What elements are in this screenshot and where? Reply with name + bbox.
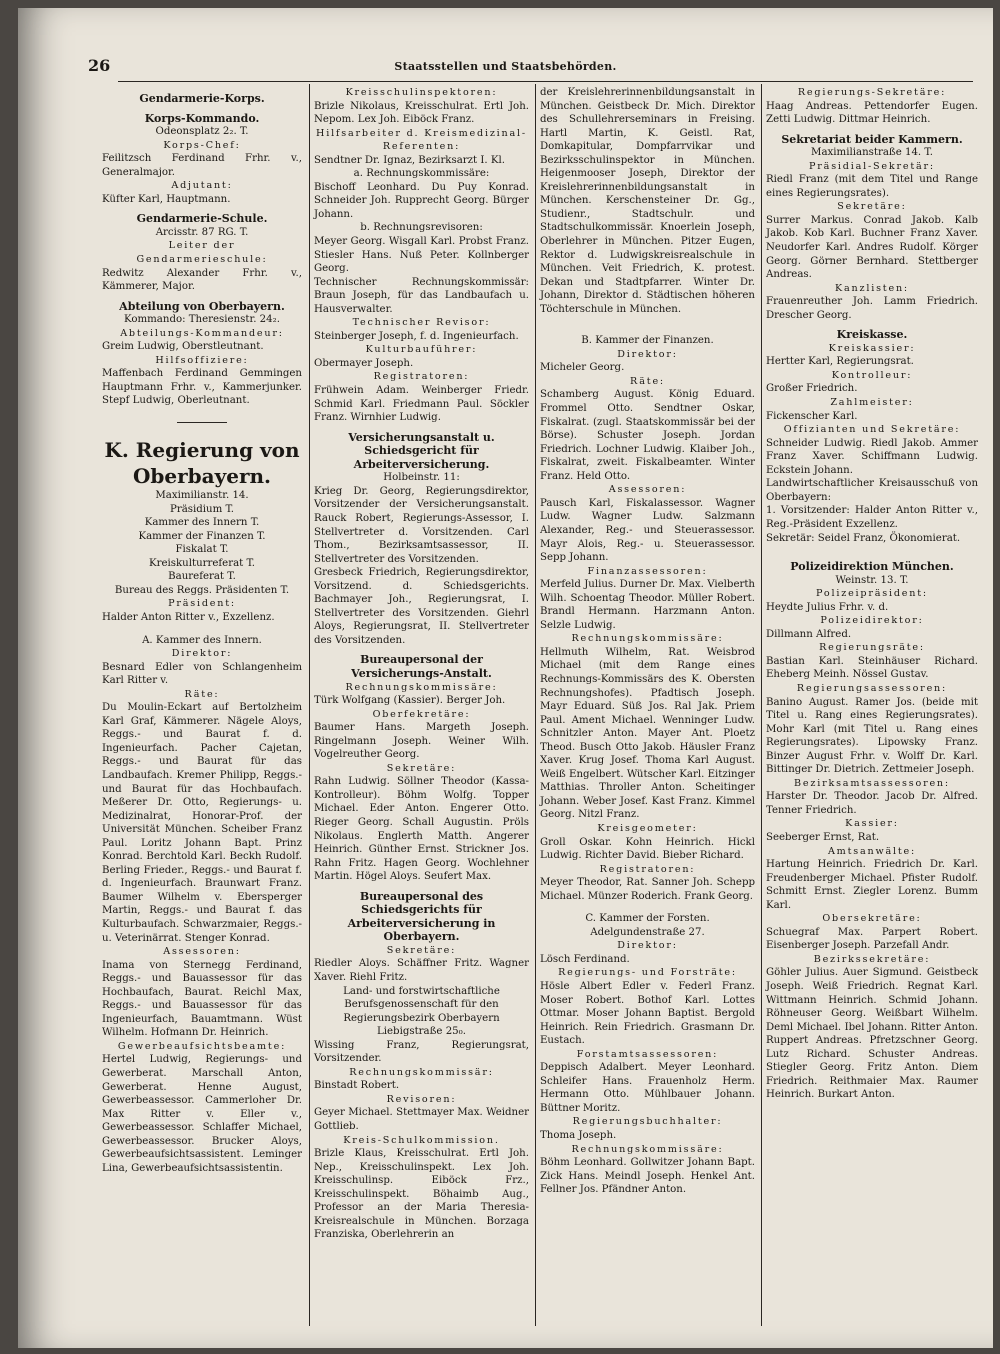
role-label: Kreisgeometer: (597, 822, 698, 834)
centered-line: b. Rechnungsrevisoren: (360, 222, 483, 234)
column-divider (309, 84, 310, 1326)
role-label: Zahlmeister: (830, 397, 914, 409)
entry-text: Bischoff Leonhard. Du Puy Konrad. Schneider Joh. Rupprecht Georg. Bürger Johann. (314, 181, 529, 220)
entry-text: Landwirtschaftlicher Kreisausschuß von Oberbayern: (766, 478, 978, 503)
role-label: Sekretäre: (386, 944, 457, 956)
section-heading: Sekretariat beider Kammern. (781, 132, 963, 146)
role-label: Leiter der Gendarmerieschule: (136, 240, 268, 266)
role-label: Registratoren: (599, 863, 696, 875)
entry-text: Sendtner Dr. Ignaz, Bezirksarzt I. Kl. (314, 154, 505, 166)
section-heading: Korps-Kommando. (144, 111, 260, 125)
entry-text: Lösch Ferdinand. (540, 953, 630, 965)
main-heading: K. Regierung von Oberbayern. (104, 438, 300, 489)
role-label: Rechnungskommissär: (349, 1066, 494, 1078)
column-divider (761, 84, 762, 1326)
entry-text: Seeberger Ernst, Rat. (766, 831, 880, 843)
section-heading: Gendarmerie-Korps. (139, 92, 265, 105)
section-heading: Bureaupersonal der Versicherungs-Anstalt. (351, 653, 492, 680)
spacer (540, 316, 755, 325)
centered-line: Bureau des Reggs. Präsidenten T. (114, 584, 290, 596)
entry-text: Feilitzsch Ferdinand Frhr. v., Generalmajor. (102, 153, 302, 178)
role-label: Assessoren: (608, 484, 687, 496)
role-label: Regierungsassessoren: (796, 682, 948, 694)
role-label: Polizeidirektor: (820, 615, 924, 627)
entry-text: Meyer Theodor, Rat. Sanner Joh. Schepp Michael. Münzer Roderich. Frank Georg. (540, 877, 755, 902)
role-label: Bezirkssekretäre: (813, 953, 931, 965)
entry-text: Pausch Karl, Fiskalassessor. Wagner Ludw. Wagner Ludw. Salzmann Alexander, Reg.- und Steuerassessor. Mayr Alois, Reg.- u. Steuerassessor. Sepp Johann. (540, 497, 755, 564)
role-label: Direktor: (617, 940, 678, 952)
entry-text: Greim Ludwig, Oberstleutnant. (102, 341, 264, 353)
section-heading: Kreiskasse. (836, 328, 908, 342)
column-4 (766, 86, 978, 1102)
role-label: Assessoren: (163, 946, 241, 958)
role-label: Regierungs-Sekretäre: (797, 87, 947, 98)
entry-text: Gresbeck Friedrich, Regierungsdirektor, Vorsitzend. d. Schiedsgerichts. Bachmayer Joh., Regierungsrat, I. Stellvertreter des Vorsitzenden. Giehrl Aloys, Regierungsrat, II. Stellvertreter des Vorsitzenden. (314, 567, 529, 646)
role-label: Rechnungskommissäre: (571, 1143, 724, 1155)
centered-line: A. Kammer des Innern. (142, 634, 262, 646)
entry-text: der Kreislehrerinnenbildungsanstalt in München. Geistbeck Dr. Mich. Direktor des Schullehrerseminars in Freising. Hartl Martin, K. Geistl. Rat, Domkapitular, Dompfarrvikar und Bezirksschulinspektor in München. Heigenmooser Joseph, Direktor der Kreislehrerinnenbildungsanstalt in München. Kerschensteiner Dr. Gg., Studienr., Stadtschulr. und Stadtschulkommissär. Knoerlein Joseph, Oberlehrer in München. Pitzer Eugen, Rektor d. Ludwigskreisrealschule in München. Veit Friedrich, K. protest. Dekan und Stadtpfarrer. Winter Dr. Johann, Direktor d. Städtischen höheren Töchterschule in München. (540, 87, 755, 315)
role-label: Regierungs- und Forsträte: (558, 967, 737, 979)
centered-line: Maximilianstr. 14. (155, 490, 249, 502)
column-1 (102, 86, 302, 1175)
entry-text: Geyer Michael. Stettmayer Max. Weidner Gottlieb. (314, 1107, 529, 1133)
centered-line: a. Rechnungskommissäre: (353, 168, 490, 180)
role-label: Gewerbeaufsichtsbeamte: (117, 1040, 287, 1052)
entry-text: Brizle Klaus, Kreisschulrat. Ertl Joh. Nep., Kreisschulinspekt. Lex Joh. Kreisschulinsp. Eiböck Frz., Kreisschulinspekt. Böhaimb Aug., Professor an der Maria Theresia-Kreisrealschule in München. Borzaga Franziska, Oberlehrerin an (314, 1148, 529, 1241)
centered-line: Kammer der Finanzen T. (138, 530, 266, 542)
spacer (540, 325, 755, 334)
role-label: Oberfekretäre: (372, 708, 471, 720)
entry-text: Micheler Georg. (540, 362, 625, 374)
column-divider (535, 84, 536, 1326)
entry-text: Göhler Julius. Auer Sigmund. Geistbeck Joseph. Weiß Friedrich. Regnat Karl. Wittmann Heinrich. Schmid Johann. Röhneuser Georg. Weißbart Wilhelm. Deml Michael. Ibel Johann. Ritter Anton. Ruppert Andreas. Pfretzschner Georg. Lutz Richard. Schuster Andreas. Stiegler Georg. Fritz Anton. Diem Friedrich. Reithmaier Max. Raumer Heinrich. Burkart Anton. (766, 967, 978, 1101)
centered-line: Baureferat T. (168, 571, 236, 583)
section-heading: Abteilung von Oberbayern. (119, 299, 285, 313)
role-label: Registratoren: (373, 371, 470, 383)
centered-line: Fiskalat T. (175, 544, 229, 556)
centered-line: Kommando: Theresienstr. 24₂. (124, 314, 280, 326)
entry-text: Riedler Aloys. Schäffner Fritz. Wagner Xaver. Riehl Fritz. (314, 958, 529, 983)
role-label: Sekretäre: (386, 762, 457, 774)
role-label: Hilfsoffiziere: (155, 354, 249, 366)
centered-line: Maximilianstraße 14. T. (811, 147, 933, 159)
role-label: Kanzlisten: (835, 282, 909, 294)
entry-text: Bastian Karl. Steinhäuser Richard. Eheberg Meinh. Nössel Gustav. (766, 655, 978, 681)
section-heading: Bureaupersonal des Schiedsgerichts für Arbeiterversicherung in Oberbayern. (347, 889, 496, 944)
role-label: Rechnungskommissäre: (345, 681, 498, 693)
centered-line: Präsidium T. (169, 503, 235, 515)
entry-text: Harster Dr. Theodor. Jacob Dr. Alfred. Tenner Friedrich. (766, 791, 978, 816)
centered-line: Liebigstraße 25₀. (377, 1026, 466, 1038)
entry-text: Dillmann Alfred. (766, 628, 852, 640)
role-label: Forstamtsassessoren: (576, 1048, 719, 1060)
entry-text: Hartung Heinrich. Friedrich Dr. Karl. Freudenberger Michael. Pfister Rudolf. Schmitt Ernst. Ziegler Lorenz. Bumm Karl. (766, 859, 978, 911)
centered-line: C. Kammer der Forsten. (585, 913, 710, 925)
entry-text: Rahn Ludwig. Söllner Theodor (Kassa-Kontrolleur). Böhm Wolfg. Topper Michael. Eder Anton. Engerer Otto. Rieger Georg. Schall Augustin. Pröls Nikolaus. Englerth Matth. Angerer Heinrich. Günther Ernst. Strickner Jos. Rahn Fritz. Hagen Georg. Wochlehner Martin. Högel Aloys. Seufert Max. (314, 776, 529, 883)
centered-line: Adelgundenstraße 27. (590, 926, 705, 938)
role-label: Präsident: (168, 598, 236, 610)
entry-text: Merfeld Julius. Durner Dr. Max. Vielberth Wilh. Schoentag Theodor. Müller Robert. Brandl Hermann. Harzmann Anton. Selzle Ludwig. (540, 579, 755, 631)
entry-text: Wissing Franz, Regierungsrat, Vorsitzender. (314, 1039, 529, 1065)
role-label: Amtsanwälte: (827, 845, 917, 857)
spacer (102, 625, 302, 634)
role-label: Kreisschulinspektoren: (345, 87, 498, 98)
centered-line: Odeonsplatz 2₂. T. (155, 126, 249, 138)
centered-line: Holbeinstr. 11: (383, 472, 460, 484)
entry-text: Hertter Karl, Regierungsrat. (766, 356, 914, 368)
role-label: Abteilungs-Kommandeur: (120, 327, 284, 339)
entry-text: Halder Anton Ritter v., Exzellenz. (102, 611, 275, 623)
role-label: Räte: (184, 688, 220, 700)
centered-line: Weinstr. 13. T. (835, 574, 909, 586)
role-label: Obersekretäre: (822, 913, 922, 925)
entry-text: Binstadt Robert. (314, 1080, 400, 1092)
role-label: Kontrolleur: (831, 369, 913, 381)
role-label: Adjutant: (171, 180, 233, 192)
entry-text: Banino August. Ramer Jos. (beide mit Titel u. Rang eines Regierungsrates). Mohr Karl (mit Titel u. Rang eines Regierungsrates). Lipowsky Franz. Binzer August Frhr. v. Wolff Dr. Karl. Bittinger Dr. Dietrich. Zettmeier Joseph. (766, 696, 978, 776)
entry-text: Technischer Rechnungskommissär: Braun Joseph, für das Landbaufach u. Hausverwalter. (314, 276, 529, 315)
centered-line: Kreiskulturreferat T. (148, 557, 256, 569)
entry-text: Krieg Dr. Georg, Regierungsdirektor, Vorsitzender der Versicherungsanstalt. Rauck Robert, Regierungs-Assessor, I. Stellvertreter d. Vorsitzenden. Carl Thom., Bezirksamtsassessor, II. Stellvertreter des Vorsitzenden. (314, 485, 529, 565)
role-label: Direktor: (171, 648, 233, 660)
entry-text: Surrer Markus. Conrad Jakob. Kalb Jakob. Kob Karl. Buchner Franz Xaver. Neudorfer Karl. Andres Rudolf. Körger Georg. Görner Bernhard. Stettberger Andreas. (766, 214, 978, 281)
entry-text: Frühwein Adam. Weinberger Friedr. Schmid Karl. Friedmann Paul. Söckler Franz. Wirnhier Ludwig. (314, 385, 529, 424)
entry-text: Türk Wolfgang (Kassier). Berger Joh. (314, 695, 506, 707)
role-label: Regierungsbuchhalter: (572, 1116, 723, 1128)
entry-text: Küfter Karl, Hauptmann. (102, 193, 231, 205)
role-label: Räte: (630, 375, 665, 387)
spacer (766, 545, 978, 554)
role-label: Korps-Chef: (163, 139, 241, 151)
entry-text: Meyer Georg. Wisgall Karl. Probst Franz. Stiesler Hans. Nuß Peter. Kollnberger Georg. (314, 236, 529, 275)
entry-text: Maffenbach Ferdinand Gemmingen Hauptmann Frhr. v., Kammerjunker. Stepf Ludwig, Oberleutnant. (102, 368, 302, 407)
entry-text: Thoma Joseph. (540, 1130, 617, 1142)
entry-text: Frauenreuther Joh. Lamm Friedrich. Drescher Georg. (766, 296, 978, 321)
centered-line: B. Kammer der Finanzen. (581, 335, 714, 347)
role-label: Regierungsräte: (819, 642, 925, 654)
role-label: Bezirksamtsassessoren: (794, 777, 950, 789)
centered-line: Land- und forstwirtschaftliche Berufsgenossenschaft für den Regierungsbezirk Oberbayern (343, 985, 500, 1024)
role-label: Polizeipräsident: (816, 588, 928, 600)
centered-line: Kammer des Innern T. (144, 517, 260, 529)
entry-text: Du Moulin-Eckart auf Bertolzheim Karl Graf, Kämmerer. Nägele Aloys, Reggs.- und Baurat f. d. Ingenieurfach. Pacher Cajetan, Reggs.- und Baurat für das Landbaufach. Kremer Philipp, Reggs.- und Baurat für das Hochbaufach. Meßerer Dr. Otto, Regierungs- u. Medizinalrat, Honorar-Prof. der Universität München. Scheiber Franz Paul. Loritz Johann Bapt. Prinz Konrad. Berchtold Karl. Beckh Rudolf. Berling Frieder., Reggs.- und Baurat f. d. Ingenieurfach. Braunwart Franz. Baumer Wilhelm v. Ebersperger Martin, Reggs.- und Baurat f. das Kulturbaufach. Schwarzmaier, Reggs.- u. Veterinärrat. Stenger Konrad. (102, 702, 302, 944)
role-label: Technischer Revisor: (352, 317, 491, 329)
role-label: Kreis-Schulkommission. (343, 1134, 500, 1146)
role-label: Präsidial-Sekretär: (809, 160, 935, 172)
role-label: Offizianten und Sekretäre: (783, 424, 961, 436)
role-label: Kreiskassier: (828, 342, 916, 354)
column-2 (314, 86, 529, 1242)
section-heading: Versicherungsanstalt u. Schiedsgericht für Arbeiterversicherung. (348, 430, 495, 471)
entry-text: Steinberger Joseph, f. d. Ingenieurfach. (314, 330, 519, 342)
entry-text: Haag Andreas. Pettendorfer Eugen. Zetti Ludwig. Dittmar Heinrich. (766, 100, 978, 126)
entry-text: Deppisch Adalbert. Meyer Leonhard. Schleifer Hans. Frauenholz Herm. Hermann Otto. Mühlbauer Johann. Büttner Moritz. (540, 1062, 755, 1114)
column-3 (540, 86, 755, 1197)
entry-text: Schneider Ludwig. Riedl Jakob. Ammer Franz Xaver. Schiffmann Ludwig. Eckstein Johann. (766, 437, 978, 476)
entry-text: Fickenscher Karl. (766, 410, 858, 422)
separator-rule (177, 422, 227, 423)
role-label: Revisoren: (386, 1093, 457, 1105)
page-number: 26 (88, 56, 111, 75)
role-label: Kulturbauführer: (365, 344, 478, 356)
entry-text: Brizle Nikolaus, Kreisschulrat. Ertl Joh. Nepom. Lex Joh. Eiböck Franz. (314, 100, 529, 126)
entry-text: Schuegraf Max. Parpert Robert. Eisenberger Joseph. Parzefall Andr. (766, 926, 978, 952)
entry-text: Obermayer Joseph. (314, 357, 414, 369)
entry-text: Inama von Sternegg Ferdinand, Reggs.- und Bauassessor für das Hochbaufach, Baurat. Reichl Max, Reggs.- und Bauassessor für das Ingenieurfach, Bauamtmann. Wüst Wilhelm. Hofmann Dr. Heinrich. (102, 959, 302, 1039)
section-heading: Polizeidirektion München. (790, 560, 954, 574)
running-header: Staatsstellen und Staatsbehörden. (394, 60, 617, 73)
role-label: Kassier: (845, 818, 899, 830)
entry-text: Hösle Albert Edler v. Federl Franz. Moser Robert. Bothof Karl. Lottes Ottmar. Moser Johann Baptist. Bergold Heinrich. Rein Friedrich. Grasmann Dr. Eustach. (540, 981, 755, 1047)
role-label: Finanzassessoren: (587, 565, 708, 577)
role-label: Sekretäre: (837, 201, 907, 213)
entry-text: Heydte Julius Frhr. v. d. (766, 601, 889, 613)
entry-text: Groll Oskar. Kohn Heinrich. Hickl Ludwig. Richter David. Bieber Richard. (540, 836, 755, 862)
role-label: Hilfsarbeiter d. Kreismedizinal-Referenten: (316, 127, 527, 153)
entry-text: Sekretär: Seidel Franz, Ökonomierat. (766, 532, 961, 544)
entry-text: Redwitz Alexander Frhr. v., Kämmerer, Major. (102, 267, 302, 293)
entry-text: Hertel Ludwig, Regierungs- und Gewerberat. Marschall Anton, Gewerberat. Henne August, Gewerbeassessor. Cammerloher Dr. Max Ritter v. Eller v., Gewerbeassessor. Schlaffer Michael, Gewerbeassessor. Brucker Aloys, Gewerbeaufsichtsassistent. Leminger Lina, Gewerbeaufsichtsassistentin. (102, 1054, 302, 1174)
entry-text: Hellmuth Wilhelm, Rat. Weisbrod Michael (mit dem Range eines Rechnungs-Kommissärs des K. Obersten Rechnungshofes). Pfadtisch Joseph. Mayr Eduard. Süß Jos. Ral Jak. Priem Paul. Ament Michael. Wenninger Ludw. Schnitzler Anton. Mayer Ant. Ploetz Theod. Busch Otto Jakob. Häusler Franz Xaver. Krug Josef. Thoma Karl August. Weiß Engelbert. Wütscher Karl. Eitzinger Matthias. Throller Anton. Scheitinger Johann. Weber Josef. Kast Franz. Kimmel Georg. Nitzl Franz. (540, 646, 755, 821)
entry-text: Riedl Franz (mit dem Titel und Range eines Regierungsrates). (766, 174, 978, 199)
centered-line: Arcisstr. 87 RG. T. (155, 226, 249, 238)
header-rule (118, 81, 973, 82)
entry-text: Besnard Edler von Schlangenheim Karl Ritter v. (102, 661, 302, 687)
spacer (540, 903, 755, 912)
role-label: Rechnungskommissäre: (571, 633, 724, 645)
entry-text: Böhm Leonhard. Gollwitzer Johann Bapt. Zick Hans. Meindl Joseph. Henkel Ant. Fellner Jos. Pfändner Anton. (540, 1157, 755, 1196)
entry-text: Großer Friedrich. (766, 383, 858, 395)
role-label: Direktor: (617, 348, 678, 360)
document-page (18, 8, 993, 1348)
entry-text: 1. Vorsitzender: Halder Anton Ritter v., Reg.-Präsident Exzellenz. (766, 505, 978, 530)
entry-text: Baumer Hans. Margeth Joseph. Ringelmann Joseph. Weiner Wilh. Vogelreuther Georg. (314, 722, 529, 761)
section-heading: Gendarmerie-Schule. (136, 212, 268, 226)
entry-text: Schamberg August. König Eduard. Frommel Otto. Sendtner Oskar, Fiskalrat. (zugl. Staatskommissär bei der Börse). Schuster Joseph. Jordan Friedrich. Lochner Ludwig. Klaiber Joh., Fiskalrat, zweit. Fiskalbeamter. Winter Franz. Held Otto. (540, 389, 755, 482)
